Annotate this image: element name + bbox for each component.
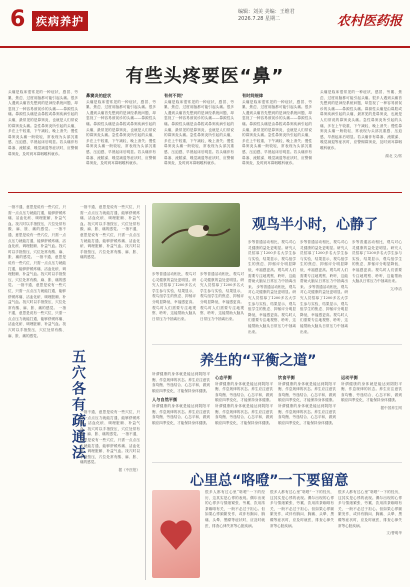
article3-col1 bbox=[152, 272, 196, 342]
article1-body: 头痛是临床很常见的一种症状，感冒、劳累、焦虑、过度用脑都可能引起头痛。很多人遇到头痛首先想到的是神经系统问题，却忽视了一种容易被误诊的头痛——鼻源性头痛。鼻源性头痛是由鼻腔或鼻窦疾病引起的头痛，最常见的是鼻窦炎，也就是人们常说的鼻窦炎头痛。急性鼻窦炎所引起的头痛，多在上午较重，下午减轻，晚上消失；慢性鼻窦炎头痛一般较轻，常表现为头部沉重感、压迫感，早晨起床后明显。若头痛伴有鼻塞、流脓涕、嗅觉减退等症状时，应警惕鼻窦炎，及时到耳鼻咽喉科就诊。 bbox=[164, 99, 234, 166]
article2-body: 一指不通，意思是说有一些穴位，只需一点点压力就能打通，能够舒缓疼痛、活血化瘀、调理脏腑、补益气血。找穴时以手指按压，穴位处常有酸、麻、胀、痛的感觉。 bbox=[8, 205, 66, 232]
article5-author: 文/曹明华 bbox=[386, 531, 402, 536]
article4-col1 bbox=[152, 372, 210, 458]
article4-body: 所谓健康的身体就是能达到阴阳平衡、作息规律的状态。养生应注意饮食均衡、劳逸结合、心态平和，做到顺应四季变化，才能保持身体健康。 bbox=[278, 381, 336, 403]
article3-body: 步等普通活动相比，观鸟对心灵健康的益处更明显。研究人员招募了1200多名大学生参与实验，结果显示，观鸟组学生的焦虑、抑郁评分明显降低，幸福感更高。观鸟时人们需要专注地观察、聆听，这能帮助大脑从日常压力中抽离出来。 bbox=[248, 240, 296, 289]
bird-icon bbox=[152, 203, 240, 267]
article4-body: 所谓健康的身体就是能达到阴阳平衡、作息规律的状态。养生应注意饮食均衡、劳逸结合、心态平和，做到顺应四季变化，才能保持身体健康。 bbox=[215, 403, 273, 425]
article3-title: 观鸟半小时，心静了 bbox=[252, 217, 378, 233]
article2-body: 一指不通，意思是说有一些穴位，只需一点点压力就能打通，能够舒缓疼痛、活血化瘀、调理脏腑、补益气血。找穴时以手指按压，穴位处常有酸、麻、胀、痛的感觉。 bbox=[8, 305, 66, 338]
article2-body: 一指不通，意思是说有一些穴位，只需一点点压力就能打通，能够舒缓疼痛、活血化瘀、调理脏腑、补益气血。找穴时以手指按压，穴位处常有酸、麻、胀、痛的感觉。 bbox=[80, 205, 140, 232]
article4-subhead: 运动平衡 bbox=[341, 375, 358, 380]
page-number: 6 bbox=[10, 7, 26, 32]
article1-subhead: 鼻窦炎的症状 bbox=[86, 93, 112, 98]
article1-subhead: 有何不同？ bbox=[164, 93, 185, 98]
article5-title: 心里总“咯噔”一下要留意 bbox=[190, 473, 349, 489]
article1-col4 bbox=[242, 90, 312, 180]
article3-col5 bbox=[352, 240, 402, 340]
article1-col1 bbox=[8, 90, 78, 180]
article4-body: 所谓健康的身体就是能达到阴阳平衡、作息规律的状态。养生应注意饮食均衡、劳逸结合、心态平和，做到顺应四季变化，才能保持身体健康。 bbox=[152, 403, 210, 425]
article4-body: 所谓健康的身体就是能达到阴阳平衡、作息规律的状态。养生应注意饮食均衡、劳逸结合、心态平和，做到顺应四季变化，才能保持身体健康。 bbox=[215, 381, 273, 403]
article4-body: 所谓健康的身体就是能达到阴阳平衡、作息规律的状态。养生应注意饮食均衡、劳逸结合、心态平和，做到顺应四季变化，才能保持身体健康。 bbox=[341, 381, 402, 403]
article1-col5 bbox=[320, 90, 402, 182]
heart-photo bbox=[152, 490, 200, 578]
article2-body: 一指不通，意思是说有一些穴位，只需一点点压力就能打通，能够舒缓疼痛、活血化瘀、调理脏腑、补益气血。找穴时以手指按压，穴位处常有酸、麻、胀、痛的感觉。 bbox=[80, 227, 140, 260]
article2-body: 一指不通，意思是说有一些穴位，只需一点点压力就能打通，能够舒缓疼痛、活血化瘀、调理脏腑、补益气血。找穴时以手指按压，穴位处常有酸、麻、胀、痛的感觉。 bbox=[80, 410, 140, 437]
article2-col1 bbox=[8, 205, 66, 580]
section-title: 疾病养护 bbox=[32, 11, 88, 31]
editor-info bbox=[238, 9, 295, 23]
article1-subhead: 有时间规律 bbox=[242, 93, 263, 98]
article2-body: 一指不通，意思是说有一些穴位，只需一点点压力就能打通，能够舒缓疼痛、活血化瘀、调理脏腑、补益气血。找穴时以手指按压，穴位处常有酸、麻、胀、痛的感觉。 bbox=[8, 283, 66, 310]
article5-col1 bbox=[205, 490, 265, 580]
article4-col4 bbox=[341, 372, 402, 458]
article5-body: 很多人都有过心里“咯噔”一下的经历，这其实是心悸的表现。偶尔出现的心悸多与情绪紧张、劳累、饮用浓茶咖啡有关，一般不必过于担心。但如果心悸频繁发作，或伴有胸闷、胸痛、头晕、黑矇等症状时，应及时就医，排查心律失常等心脏疾病。 bbox=[338, 490, 402, 528]
article4-body: 所谓健康的身体就是能达到阴阳平衡、作息规律的状态。养生应注意饮食均衡、劳逸结合、心态平和，做到顺应四季变化，才能保持身体健康。 bbox=[152, 372, 210, 393]
article4-subhead: 人与自然平衡 bbox=[152, 397, 178, 403]
article3-body: 步等普通活动相比，观鸟对心灵健康的益处更明显。研究人员招募了1200多名大学生参与实验，结果显示，观鸟组学生的焦虑、抑郁评分明显降低，幸福感更高。观鸟时人们需要专注地观察、聆听，这能帮助大脑从日常压力中抽离出来。 bbox=[300, 284, 348, 334]
article2-col2-top bbox=[80, 205, 140, 345]
article1-body: 头痛是临床很常见的一种症状，感冒、劳累、焦虑、过度用脑都可能引起头痛。很多人遇到头痛首先想到的是神经系统问题，却忽视了一种容易被误诊的头痛——鼻源性头痛。鼻源性头痛是由鼻腔或鼻窦疾病引起的头痛，最常见的是鼻窦炎，也就是人们常说的鼻窦炎头痛。急性鼻窦炎所引起的头痛，多在上午较重，下午减轻，晚上消失；慢性鼻窦炎头痛一般较轻，常表现为头部沉重感、压迫感，早晨起床后明显。若头痛伴有鼻塞、流脓涕、嗅觉减退等症状时，应警惕鼻窦炎，及时到耳鼻咽喉科就诊。 bbox=[8, 90, 78, 156]
article3-col2 bbox=[200, 272, 244, 342]
article3-author: 文/李洁 bbox=[390, 286, 402, 291]
article4-col3 bbox=[278, 372, 336, 458]
article2-body: 一指不通，意思是说有一些穴位，只需一点点压力就能打通，能够舒缓疼痛、活血化瘀、调理脏腑、补益气血。找穴时以手指按压，穴位处常有酸、麻、胀、痛的感觉。 bbox=[80, 432, 140, 465]
article2-body: 一指不通，意思是说有一些穴位，只需一点点压力就能打通，能够舒缓疼痛、活血化瘀、调理脏腑、补益气血。找穴时以手指按压，穴位处常有酸、麻、胀、痛的感觉。 bbox=[8, 255, 66, 288]
article3-body: 步等普通活动相比，观鸟对心灵健康的益处更明显。研究人员招募了1200多名大学生参与实验，结果显示，观鸟组学生的焦虑、抑郁评分明显降低，幸福感更高。观鸟时人们需要专注地观察、聆听，这能帮助大脑从日常压力中抽离出来。 bbox=[200, 272, 244, 321]
article1-body: 头痛是临床很常见的一种症状，感冒、劳累、焦虑、过度用脑都可能引起头痛。很多人遇到头痛首先想到的是神经系统问题，却忽视了一种容易被误诊的头痛——鼻源性头痛。鼻源性头痛是由鼻腔或鼻窦疾病引起的头痛，最常见的是鼻窦炎，也就是人们常说的鼻窦炎头痛。急性鼻窦炎所引起的头痛，多在上午较重，下午减轻，晚上消失；慢性鼻窦炎头痛一般较轻，常表现为头部沉重感、压迫感，早晨起床后明显。若头痛伴有鼻塞、流脓涕、嗅觉减退等症状时，应警惕鼻窦炎，及时到耳鼻咽喉科就诊。 bbox=[242, 99, 312, 166]
masthead bbox=[0, 0, 410, 48]
article4-author: 据中国养生网 bbox=[380, 405, 402, 410]
heart-icon bbox=[152, 490, 200, 578]
column-divider bbox=[145, 205, 146, 580]
article4-col2 bbox=[215, 372, 273, 458]
date-line: 2026.7.28 星期二 bbox=[238, 16, 281, 22]
article3-body: 步等普通活动相比，观鸟对心灵健康的益处更明显。研究人员招募了1200多名大学生参与实验，结果显示，观鸟组学生的焦虑、抑郁评分明显降低，幸福感更高。观鸟时人们需要专注地观察、聆听，这能帮助大脑从日常压力中抽离出来。 bbox=[352, 240, 402, 284]
article5-col2 bbox=[270, 490, 334, 580]
article5-body: 很多人都有过心里“咯噔”一下的经历，这其实是心悸的表现。偶尔出现的心悸多与情绪紧张、劳累、饮用浓茶咖啡有关，一般不必过于担心。但如果心悸频繁发作，或伴有胸闷、胸痛、头晕、黑矇等症状时，应及时就医，排查心律失常等心脏疾病。 bbox=[205, 490, 265, 528]
article4-subhead: 饮食平衡 bbox=[278, 375, 295, 380]
article3-body: 步等普通活动相比，观鸟对心灵健康的益处更明显。研究人员招募了1200多名大学生参与实验，结果显示，观鸟组学生的焦虑、抑郁评分明显降低，幸福感更高。观鸟时人们需要专注地观察、聆听，这能帮助大脑从日常压力中抽离出来。 bbox=[300, 240, 348, 289]
section-divider bbox=[152, 344, 402, 345]
article2-author: 据《中医报》 bbox=[118, 467, 140, 472]
article5-col3 bbox=[338, 490, 402, 580]
paper-name: 农村医药报 bbox=[336, 14, 402, 29]
article1-body: 头痛是临床很常见的一种症状，感冒、劳累、焦虑、过度用脑都可能引起头痛。很多人遇到头痛首先想到的是神经系统问题，却忽视了一种容易被误诊的头痛——鼻源性头痛。鼻源性头痛是由鼻腔或鼻窦疾病引起的头痛，最常见的是鼻窦炎，也就是人们常说的鼻窦炎头痛。急性鼻窦炎所引起的头痛，多在上午较重，下午减轻，晚上消失；慢性鼻窦炎头痛一般较轻，常表现为头部沉重感、压迫感，早晨起床后明显。若头痛伴有鼻塞、流脓涕、嗅觉减退等症状时，应警惕鼻窦炎，及时到耳鼻咽喉科就诊。 bbox=[86, 99, 156, 166]
article2-col2-bottom bbox=[80, 410, 140, 580]
article5-body: 很多人都有过心里“咯噔”一下的经历，这其实是心悸的表现。偶尔出现的心悸多与情绪紧张、劳累、饮用浓茶咖啡有关，一般不必过于担心。但如果心悸频繁发作，或伴有胸闷、胸痛、头晕、黑矇等症状时，应及时就医，排查心律失常等心脏疾病。 bbox=[270, 490, 334, 528]
article2-title: 五穴各有疏通法 bbox=[70, 349, 86, 461]
section-divider bbox=[8, 192, 402, 193]
article1-author: 湖北 文/郭 bbox=[385, 153, 402, 158]
section-divider bbox=[152, 462, 402, 463]
article1-col3 bbox=[164, 90, 234, 180]
article4-body: 所谓健康的身体就是能达到阴阳平衡、作息规律的状态。养生应注意饮食均衡、劳逸结合、心态平和，做到顺应四季变化，才能保持身体健康。 bbox=[278, 403, 336, 425]
article3-body: 步等普通活动相比，观鸟对心灵健康的益处更明显。研究人员招募了1200多名大学生参与实验，结果显示，观鸟组学生的焦虑、抑郁评分明显降低，幸福感更高。观鸟时人们需要专注地观察、聆听，这能帮助大脑从日常压力中抽离出来。 bbox=[152, 272, 196, 321]
article4-subhead: 心态平衡 bbox=[215, 375, 232, 380]
article1-title: 有些头疼要医“鼻” bbox=[125, 66, 285, 87]
article3-body: 步等普通活动相比，观鸟对心灵健康的益处更明显。研究人员招募了1200多名大学生参与实验，结果显示，观鸟组学生的焦虑、抑郁评分明显降低，幸福感更高。观鸟时人们需要专注地观察、聆听，这能帮助大脑从日常压力中抽离出来。 bbox=[248, 284, 296, 334]
article1-col2 bbox=[86, 90, 156, 180]
editor-line: 编辑：刘美 美编：王维君 bbox=[238, 9, 295, 15]
article3-col4 bbox=[300, 240, 348, 340]
article1-body: 头痛是临床很常见的一种症状，感冒、劳累、焦虑、过度用脑都可能引起头痛。很多人遇到头痛首先想到的是神经系统问题，却忽视了一种容易被误诊的头痛——鼻源性头痛。鼻源性头痛是由鼻腔或鼻窦疾病引起的头痛，最常见的是鼻窦炎，也就是人们常说的鼻窦炎头痛。急性鼻窦炎所引起的头痛，多在上午较重，下午减轻，晚上消失；慢性鼻窦炎头痛一般较轻，常表现为头部沉重感、压迫感，早晨起床后明显。若头痛伴有鼻塞、流脓涕、嗅觉减退等症状时，应警惕鼻窦炎，及时到耳鼻咽喉科就诊。 bbox=[320, 90, 402, 150]
article2-body: 一指不通，意思是说有一些穴位，只需一点点压力就能打通，能够舒缓疼痛、活血化瘀、调理脏腑、补益气血。找穴时以手指按压，穴位处常有酸、麻、胀、痛的感觉。 bbox=[8, 227, 66, 260]
article4-title: 养生的“平衡之道” bbox=[200, 353, 317, 369]
bird-photo bbox=[152, 203, 240, 267]
article3-col3 bbox=[248, 240, 296, 340]
